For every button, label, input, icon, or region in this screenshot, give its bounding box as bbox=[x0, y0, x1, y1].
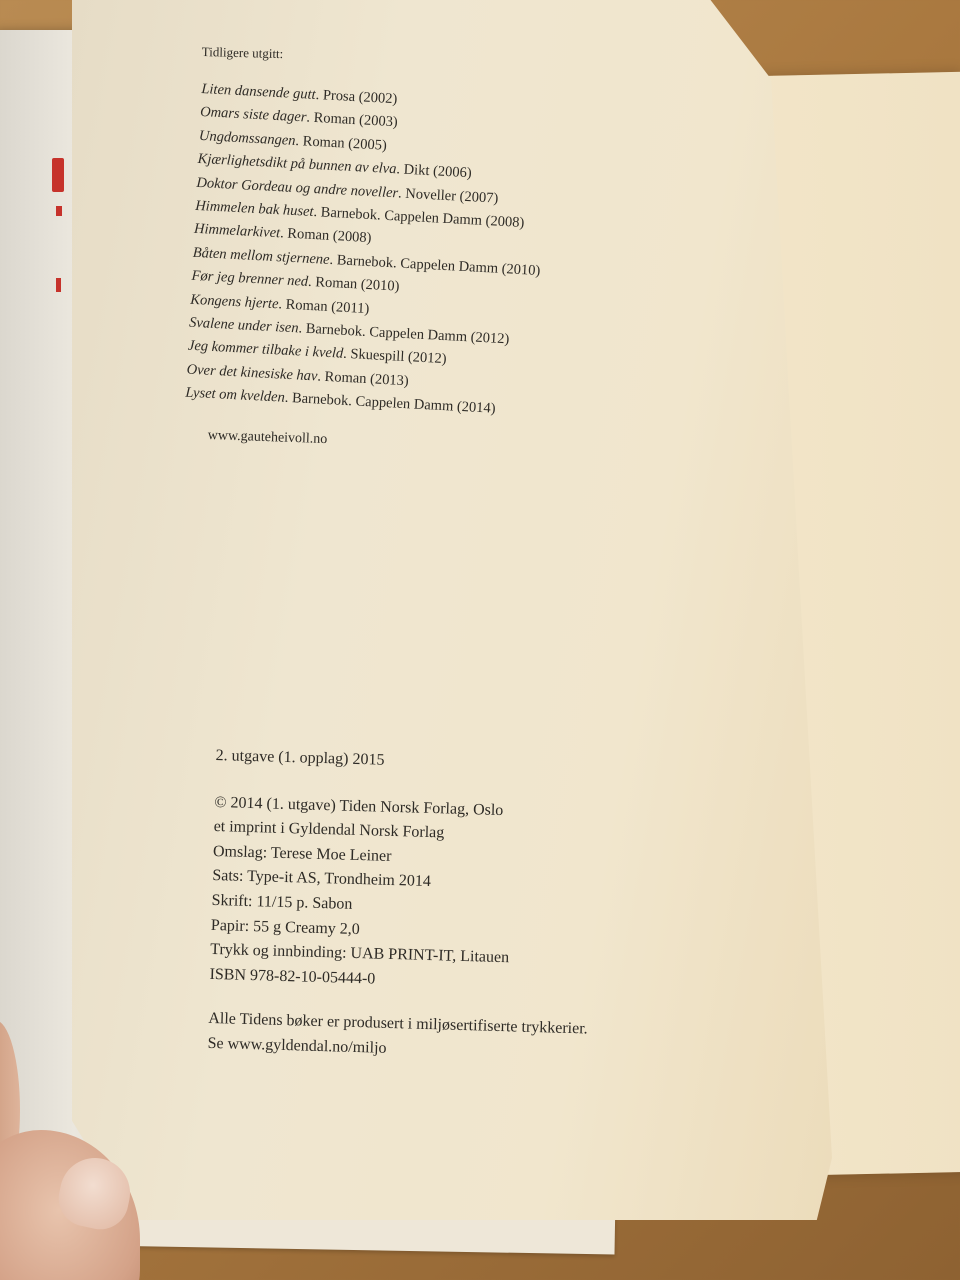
copyright-line: © 2014 (1. utgave) Tiden Norsk Forlag, Oslo bbox=[214, 793, 504, 819]
bibliography-item: Kongens hjerte. Roman (2011) bbox=[189, 291, 370, 317]
bibliography-item: Båten mellom stjernene. Barnebok. Cappelen Damm (2010) bbox=[192, 244, 541, 279]
imprint-line: et imprint i Gyldendal Norsk Forlag bbox=[213, 818, 445, 842]
paper-info: Papir: 55 g Creamy 2,0 bbox=[210, 916, 360, 938]
cover-credit: Omslag: Terese Moe Leiner bbox=[212, 842, 392, 865]
bibliography-item: Over det kinesiske hav. Roman (2013) bbox=[186, 361, 410, 390]
edition-line: 2. utgave (1. opplag) 2015 bbox=[215, 746, 385, 769]
bibliography-item: Svalene under isen. Barnebok. Cappelen Damm (2012) bbox=[188, 314, 510, 348]
font-info: Skrift: 11/15 p. Sabon bbox=[211, 891, 353, 913]
bibliography-item: Omars siste dager. Roman (2003) bbox=[199, 104, 399, 131]
typesetting-credit: Sats: Type-it AS, Trondheim 2014 bbox=[212, 867, 432, 891]
bibliography-item: Himmelarkivet. Roman (2008) bbox=[193, 221, 372, 247]
bibliography-item: Himmelen bak huset. Barnebok. Cappelen Damm (2008) bbox=[194, 197, 525, 232]
bibliography-item: Doktor Gordeau og andre noveller. Noveller (2007) bbox=[196, 174, 499, 207]
bibliography-list bbox=[185, 78, 550, 423]
bibliography-item: Kjærlighetsdikt på bunnen av elva. Dikt (2006) bbox=[197, 151, 473, 182]
isbn-line: ISBN 978-82-10-05444-0 bbox=[209, 965, 376, 988]
environment-note: Alle Tidens bøker er produsert i miljøsertifiserte trykkerier. bbox=[208, 1010, 588, 1038]
cover-red-mark bbox=[56, 206, 62, 216]
cover-red-mark bbox=[52, 158, 64, 192]
cover-red-mark bbox=[56, 278, 61, 292]
author-website: www.gauteheivoll.no bbox=[207, 428, 328, 448]
printing-info: Trykk og innbinding: UAB PRINT-IT, Litauen bbox=[210, 941, 510, 967]
bibliography-item: Liten dansende gutt. Prosa (2002) bbox=[201, 80, 398, 108]
colophon bbox=[207, 744, 595, 1067]
bibliography-item: Før jeg brenner ned. Roman (2010) bbox=[191, 267, 400, 295]
bibliography-item: Ungdomssangen. Roman (2005) bbox=[198, 127, 388, 154]
previously-published-heading: Tidligere utgitt: bbox=[201, 44, 284, 62]
bibliography-item: Lyset om kvelden. Barnebok. Cappelen Damm (2014) bbox=[185, 384, 496, 418]
bibliography-item: Jeg kommer tilbake i kveld. Skuespill (2012) bbox=[187, 338, 447, 368]
environment-link: Se www.gyldendal.no/miljo bbox=[207, 1034, 387, 1057]
